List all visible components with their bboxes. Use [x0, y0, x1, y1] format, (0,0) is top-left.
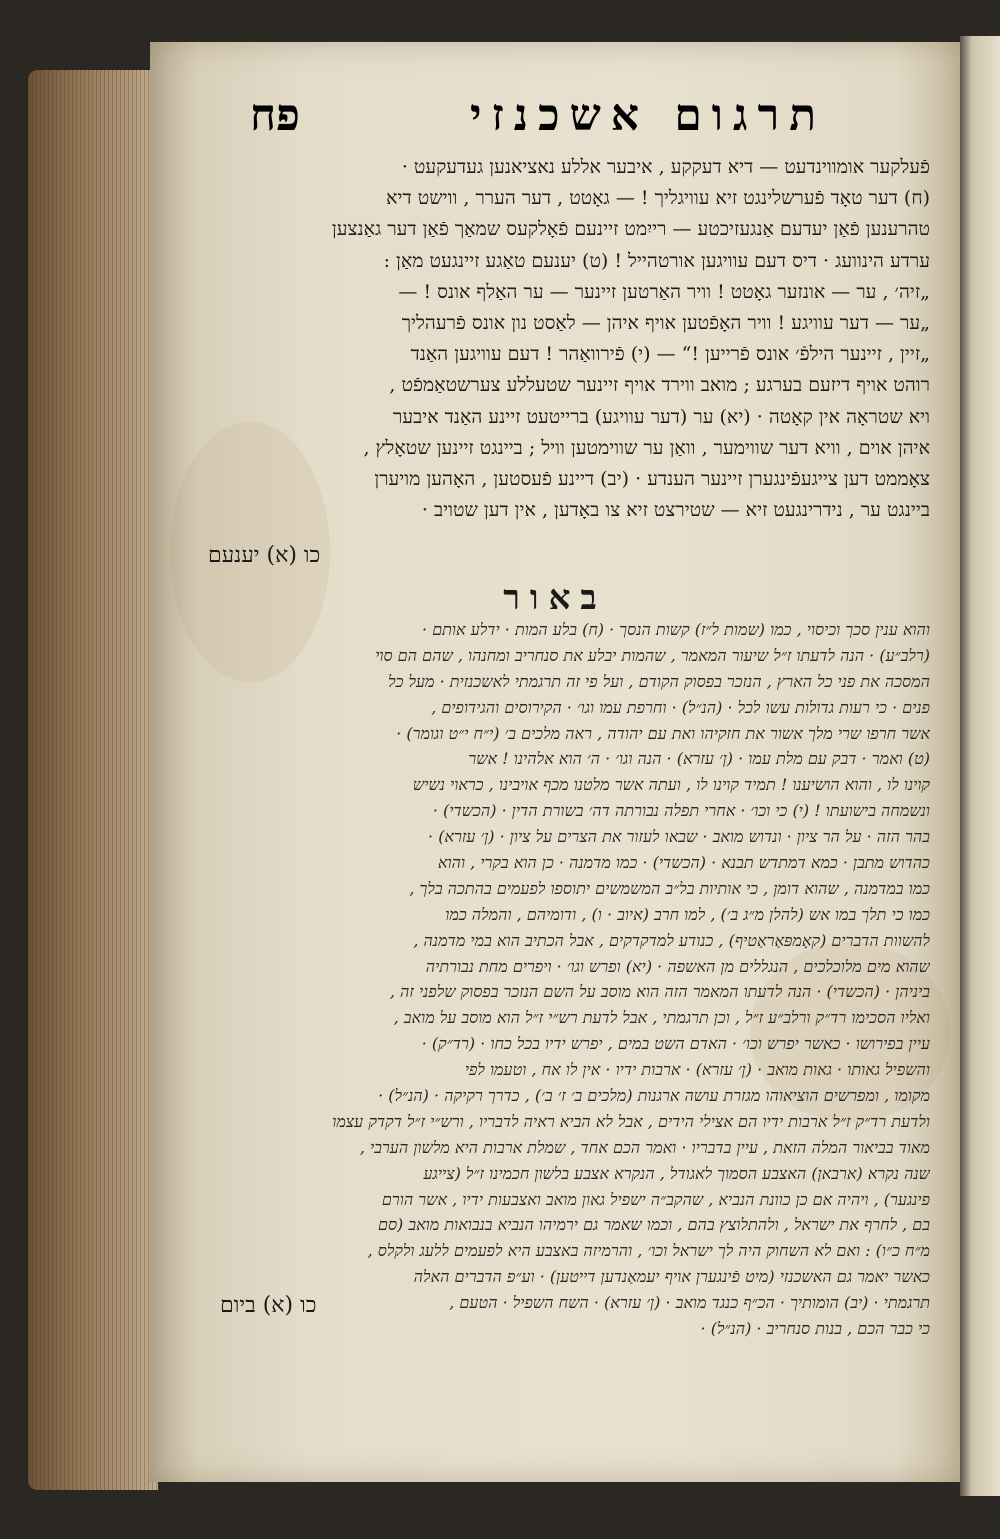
- commentary-line: ואליו הסכימו רד״ק ורלב״ע ז״ל , וכן תרגמתי , אבל לדעת רש״י ז״ל הוא מוסב על מואב ,: [393, 1008, 930, 1028]
- commentary-line: קוינו לו , והוא הושיענו ! תמיד קוינו לו , ועתה אשר מלטנו מכף אויבינו , כראוי נשיש: [412, 775, 930, 795]
- commentary-line: כהדוש מתבן · כמא דמתדש תבנא · (הכשדי) · כמו מדמנה · כן הוא בקרי , והוא: [437, 853, 930, 873]
- commentary-line: כאשר יאמר גם האשכנזי (מיט פֿינגערן אויף יעמאַנדען דייטען) · וע״פ הדברים האלה: [413, 1267, 930, 1287]
- page-number: פח: [250, 90, 300, 141]
- commentary-line: מקומו , ומפרשים הוציאוהו מגזרת עושה ארגנות (מלכים ב׳ ז׳ ב׳) , כדרך רקיקה · (הנ״ל) ·: [378, 1086, 930, 1106]
- commentary-line: מאוד בביאור המלה הזאת , עיין בדבריו · ואמר הכם אחד , שמלת ארבות היא מלשון הערבי ,: [359, 1137, 930, 1157]
- translation-line: „זיה׳ , ער — אונזער גאָטט ! וויר האַרטען זיינער — ער האַלף אונס ! —: [398, 280, 930, 303]
- translation-text: [200, 152, 930, 526]
- commentary-line: כמו במדמנה , שהוא דומן , כי אותיות בל״ב המשמשים יתוספו לפעמים בהתכה בלך ,: [409, 878, 930, 898]
- translation-line: צאָממט דען צייגעפֿינגערן זיינער הענדע · (יב) דיינע פֿעסטען , האָהען מויערן: [374, 467, 930, 490]
- commentary-line: והשפיל גאותו · גאות מואב · (ן׳ עזרא) · ארבות ידיו · אין לו אח , וטעמו לפי: [464, 1060, 930, 1080]
- translation-line: רוהט אויף דיזעם בערגע ; מואב ווירד אויף זיינער שטעללע צערשטאַמפֿט ,: [389, 374, 930, 397]
- translation-line: פֿעלקער אומווינדעט — דיא דעקקע , איבער אללע נאציאנען געדעקעט ·: [401, 156, 930, 178]
- commentary-line: פינגער) , ויהיה אם כן כוונת הנביא , שהקב״ה ישפיל גאון מואב ואצבעות ידיו , אשר הורם: [381, 1189, 930, 1209]
- facing-page-edge: [960, 36, 1000, 1496]
- book-page: [150, 42, 960, 1482]
- commentary-line: תרגמתי · (יב) הומותיך · הכ״ף כנגד מואב · (ן׳ עזרא) · השח השפיל · הטעם ,: [449, 1293, 930, 1313]
- commentary-line: (רלב״ע) · הנה לדעתו ז״ל שיעור המאמר , שהמות יבלע את סנחריב ומחנהו , שהם הם סוי: [375, 645, 930, 665]
- commentary-line: אשר חרפו שרי מלך אשור את חזקיהו ואת עם יהודה , ראה מלכים ב׳ (י״ח י״ט וגומר) ·: [396, 723, 930, 743]
- commentary-line: ביניהן · (הכשדי) · הנה לדעתו המאמר הזה הוא מוסב על השם הנזכר בפסוק שלפני זה ,: [389, 982, 930, 1002]
- commentary-line: עיין בפירושו · כאשר יפרש וכו׳ · האדם השט במים , יפרש ידיו בכל כחו · (רד״ק) ·: [421, 1034, 930, 1054]
- commentary-heading: באור: [503, 578, 607, 618]
- commentary-line: שנה נקרא (ארבאן) האצבע הסמוך לאגודל , הנקרא אצבע בלשון חכמינו ז״ל (צייגע: [423, 1163, 930, 1183]
- commentary-line: ולדעת רד״ק ז״ל ארבות ידיו הם אצילי הידים , אבל לא הביא ראיה לדבריו , ורש״י ז״ל דקדק עצמו: [332, 1111, 930, 1131]
- page-edges: [28, 70, 158, 1490]
- translation-line: (ח) דער טאָד פֿערשלינגט זיא עוויגליך ! — גאָטט , דער הערר , ווישט דיא: [386, 187, 930, 210]
- commentary-line: בהר הזה · על הר ציון · ונדוש מואב · שבאו לעזור את הצרים על ציון · (ן׳ עזרא) ·: [428, 827, 930, 847]
- commentary-line: והוא ענין סכך וכיסוי , כמו (שמות ל״ז) קשות הנסך · (ח) בלע המות · ידלע אותם ·: [422, 620, 930, 639]
- catchword-bottom: כו (א) ביום: [220, 1293, 317, 1318]
- page-header: [220, 90, 920, 160]
- translation-line: „ער — דער עוויגע ! וויר האָפֿטען אויף איהן — לאַסט נון אונס פֿרעהליך: [401, 311, 930, 334]
- commentary-line: להשוות הדברים (קאָמפּאַראַטיף) , כנודע למדקדקים , אבל הכתיב הוא במי מדמנה ,: [413, 930, 930, 950]
- commentary-line: (ט) ואמר · דבק עם מלת עמו · (ן׳ עזרא) · הנה וגו׳ · ה׳ הוא אלהינו ! אשר: [468, 749, 930, 769]
- translation-line: טהרענען פֿאַן יעדעם אַנגעזיכטע — רייִמט זיינעם פֿאָלקעס שמאַך פֿאַן דער גאַנצען: [331, 218, 930, 241]
- translation-line: ערדע הינוועג · דיס דעם עוויגען אורטהייל ! (ט) יענעם טאַגע זיינגעט מאַן :: [383, 249, 930, 272]
- running-title: תרגום אשכנזי: [470, 90, 827, 141]
- commentary-line: בם , לחרף את ישראל , ולהתלוצץ בהם , וכמו שאמר גם ירמיהו הנביא בנבואות מואב (סם: [377, 1215, 930, 1235]
- translation-line: ויא שטראָה אין קאָטה · (יא) ער (דער עוויגע) ברייטעט זיינע האַנד איבער: [392, 405, 930, 428]
- commentary-text: [196, 617, 930, 1342]
- translation-line: „זיין , זיינער הילפֿ׳ אונס פֿרייען !“ — (י) פֿירוואַהר ! דעם עוויגען האַנד: [410, 343, 930, 366]
- commentary-line: המסכה את פני כל הארץ , הנזכר בפסוק הקודם , ועל פי זה תרגמתי לאשכנזית · מעל כל: [388, 671, 930, 691]
- commentary-line: כמו כי תלך במו אש (להלן מ״ג ב׳) , למו חרב (איוב · ו) , ודומיהם , והמלה כמו: [445, 904, 930, 924]
- commentary-line: ונשמחה בישועתו ! (י) כי וכו׳ · אחרי תפלה נבורתה דה׳ בשורת הדין · (הכשדי) ·: [432, 801, 930, 821]
- commentary-line: מ״ח כ״ו) : ואם לא השחוק היה לך ישראל וכו׳ , והרמיזה באצבע היא לפעמים ללעג ולקלס ,: [367, 1241, 930, 1261]
- commentary-line: פנים · כי רעות גדולות עשו לכל · (הנ״ל) · וחרפת עמו וגו׳ · הקירוסים והגידופים ,: [431, 697, 930, 717]
- translation-line: ביינגט ער , נידרינגעט זיא — שטירצט זיא צו באָדען , אין דען שטויב ·: [421, 499, 930, 522]
- commentary-line: כי כבר הכם , בנות סנחריב · (הנ״ל) ·: [700, 1319, 930, 1339]
- catchword-top: כו (א) יענעם: [208, 543, 321, 568]
- commentary-line: שהוא מים מלוכלכים , הנגללים מן האשפה · (יא) ופרש וגו׳ · ויפרים מחת נבורתיה: [425, 956, 930, 976]
- translation-line: איהן אוים , וויא דער שווימער , וואַן ער שווימטען וויל ; ביינגט זיינען שטאָלץ ,: [363, 436, 930, 459]
